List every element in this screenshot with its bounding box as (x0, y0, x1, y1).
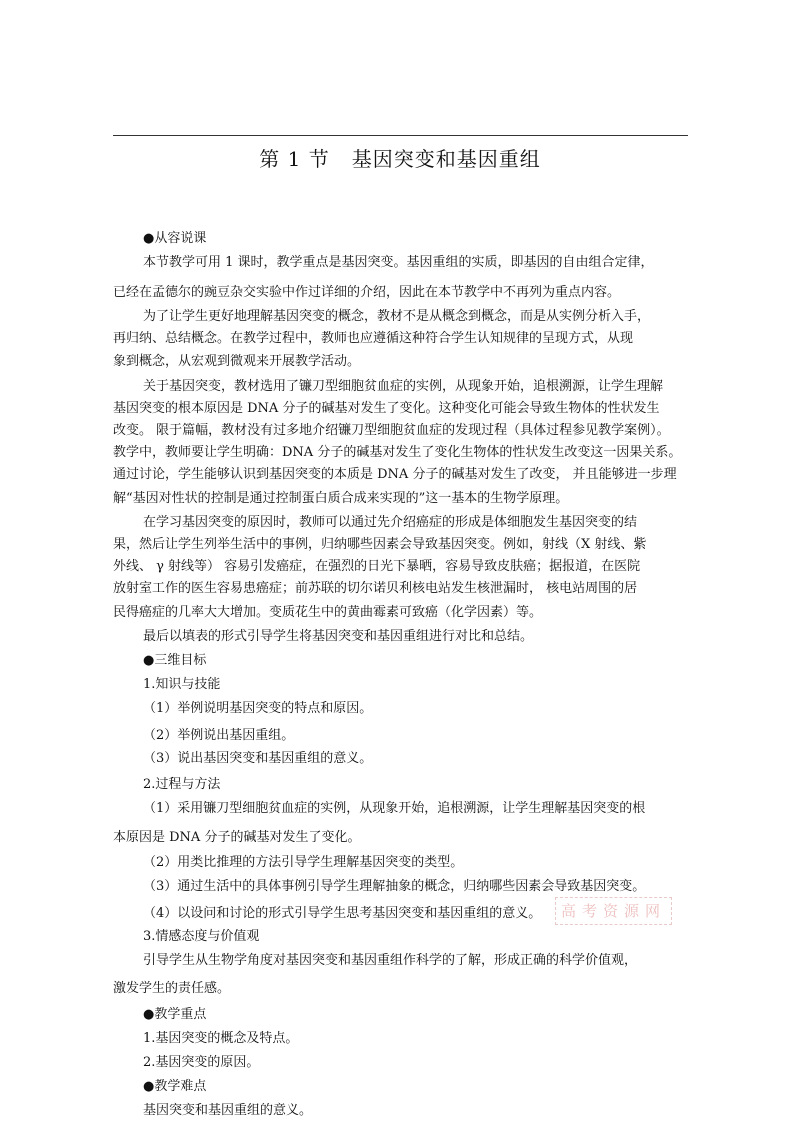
paragraph-line: 最后以填表的形式引导学生将基因突变和基因重组进行对比和总结。 (143, 629, 534, 644)
list-item: 1.基因突变的概念及特点。 (143, 1031, 299, 1046)
paragraph-line: 放射室工作的医生容易患癌症；前苏联的切尔诺贝利核电站发生核泄漏时， 核电站周围的居 (113, 581, 638, 596)
heading-nandian: ●教学难点 (143, 1079, 207, 1094)
paragraph-line: 改变。 限于篇幅，教材没有过多地介绍镰刀型细胞贫血症的发现过程（具体过程参见教学案例）。 (113, 423, 670, 438)
list-item: （3）通过生活中的具体事例引导学生理解抽象的概念，归纳哪些因素会导致基因突变。 (143, 879, 646, 894)
paragraph-line: 在学习基因突变的原因时，教师可以通过先介绍癌症的形成是体细胞发生基因突变的结 (143, 515, 638, 530)
paragraph-line: 教学中，教师要让学生明确：DNA 分子的碱基对发生了变化生物体的性状发生改变这一因果关系。 (113, 445, 682, 460)
list-item: 2.基因突变的原因。 (143, 1055, 260, 1070)
paragraph-line: 基因突变和基因重组的意义。 (143, 1103, 313, 1118)
paragraph-line: 引导学生从生物学角度对基因突变和基因重组作科学的了解，形成正确的科学价值观， (143, 953, 638, 968)
paragraph-line: 果，然后让学生列举生活中的事例，归纳哪些因素会导致基因突变。例如，射线（X 射线、紫 (113, 537, 647, 552)
page-title (0, 143, 800, 172)
subheading: 1.知识与技能 (143, 677, 221, 692)
heading-congrong: ●从容说课 (143, 231, 207, 246)
paragraph-line: 已经在孟德尔的豌豆杂交实验中作过详细的介绍，因此在本节教学中不再列为重点内容。 (113, 285, 621, 300)
list-item-continued: 本原因是 DNA 分子的碱基对发生了变化。 (113, 830, 361, 845)
paragraph-line: 激发学生的责任感。 (113, 981, 231, 996)
paragraph-line: 关于基因突变，教材选用了镰刀型细胞贫血症的实例，从现象开始，追根溯源，让学生理解 (143, 379, 664, 394)
paragraph-line: 为了让学生更好地理解基因突变的概念，教材不是从概念到概念，而是从实例分析入手， (143, 309, 651, 324)
heading-zhongdian: ●教学重点 (143, 1007, 207, 1022)
section-number: 第 1 节 (259, 147, 330, 171)
paragraph-line: 基因突变的根本原因是 DNA 分子的碱基对发生了变化。这种变化可能会导致生物体的性状发生 (113, 401, 660, 416)
paragraph-line: 解“基因对性状的控制是通过控制蛋白质合成来实现的”这一基本的生物学原理。 (113, 491, 569, 506)
paragraph-line: 象到概念，从宏观到微观来开展教学活动。 (113, 354, 361, 369)
subheading: 3.情感态度与价值观 (143, 929, 260, 944)
list-item: （1）采用镰刀型细胞贫血症的实例，从现象开始，追根溯源，让学生理解基因突变的根 (143, 801, 646, 816)
list-item: （2）用类比推理的方法引导学生理解基因突变的类型。 (143, 855, 464, 870)
paragraph-line: 再归纳、总结概念。在教学过程中，教师也应遵循这种符合学生认知规律的呈现方式，从现 (113, 331, 634, 346)
heading-sanwei: ●三维目标 (143, 653, 207, 668)
list-item: （2）举例说出基因重组。 (143, 728, 295, 743)
header-rule (113, 135, 688, 136)
paragraph-line: 民得癌症的几率大大增加。变质花生中的黄曲霉素可致癌（化学因素）等。 (113, 605, 543, 620)
list-item: （1）举例说明基因突变的特点和原因。 (143, 701, 373, 716)
paragraph-line: 通过讨论，学生能够认识到基因突变的本质是 DNA 分子的碱基对发生了改变， 并且能够进一步理 (113, 467, 677, 482)
paragraph-line: 外线、 γ 射线等） 容易引发癌症，在强烈的日光下暴晒，容易导致皮肤癌；据报道，在医院 (113, 559, 641, 574)
watermark-stamp: 高考资源网 (555, 897, 672, 925)
list-item: （3）说出基因突变和基因重组的意义。 (143, 751, 373, 766)
list-item: （4）以设问和讨论的形式引导学生思考基因突变和基因重组的意义。 (143, 906, 542, 921)
section-title: 基因突变和基因重组 (351, 147, 541, 171)
subheading: 2.过程与方法 (143, 777, 221, 792)
paragraph-line: 本节教学可用 1 课时，教学重点是基因突变。基因重组的实质，即基因的自由组合定律， (143, 255, 654, 270)
